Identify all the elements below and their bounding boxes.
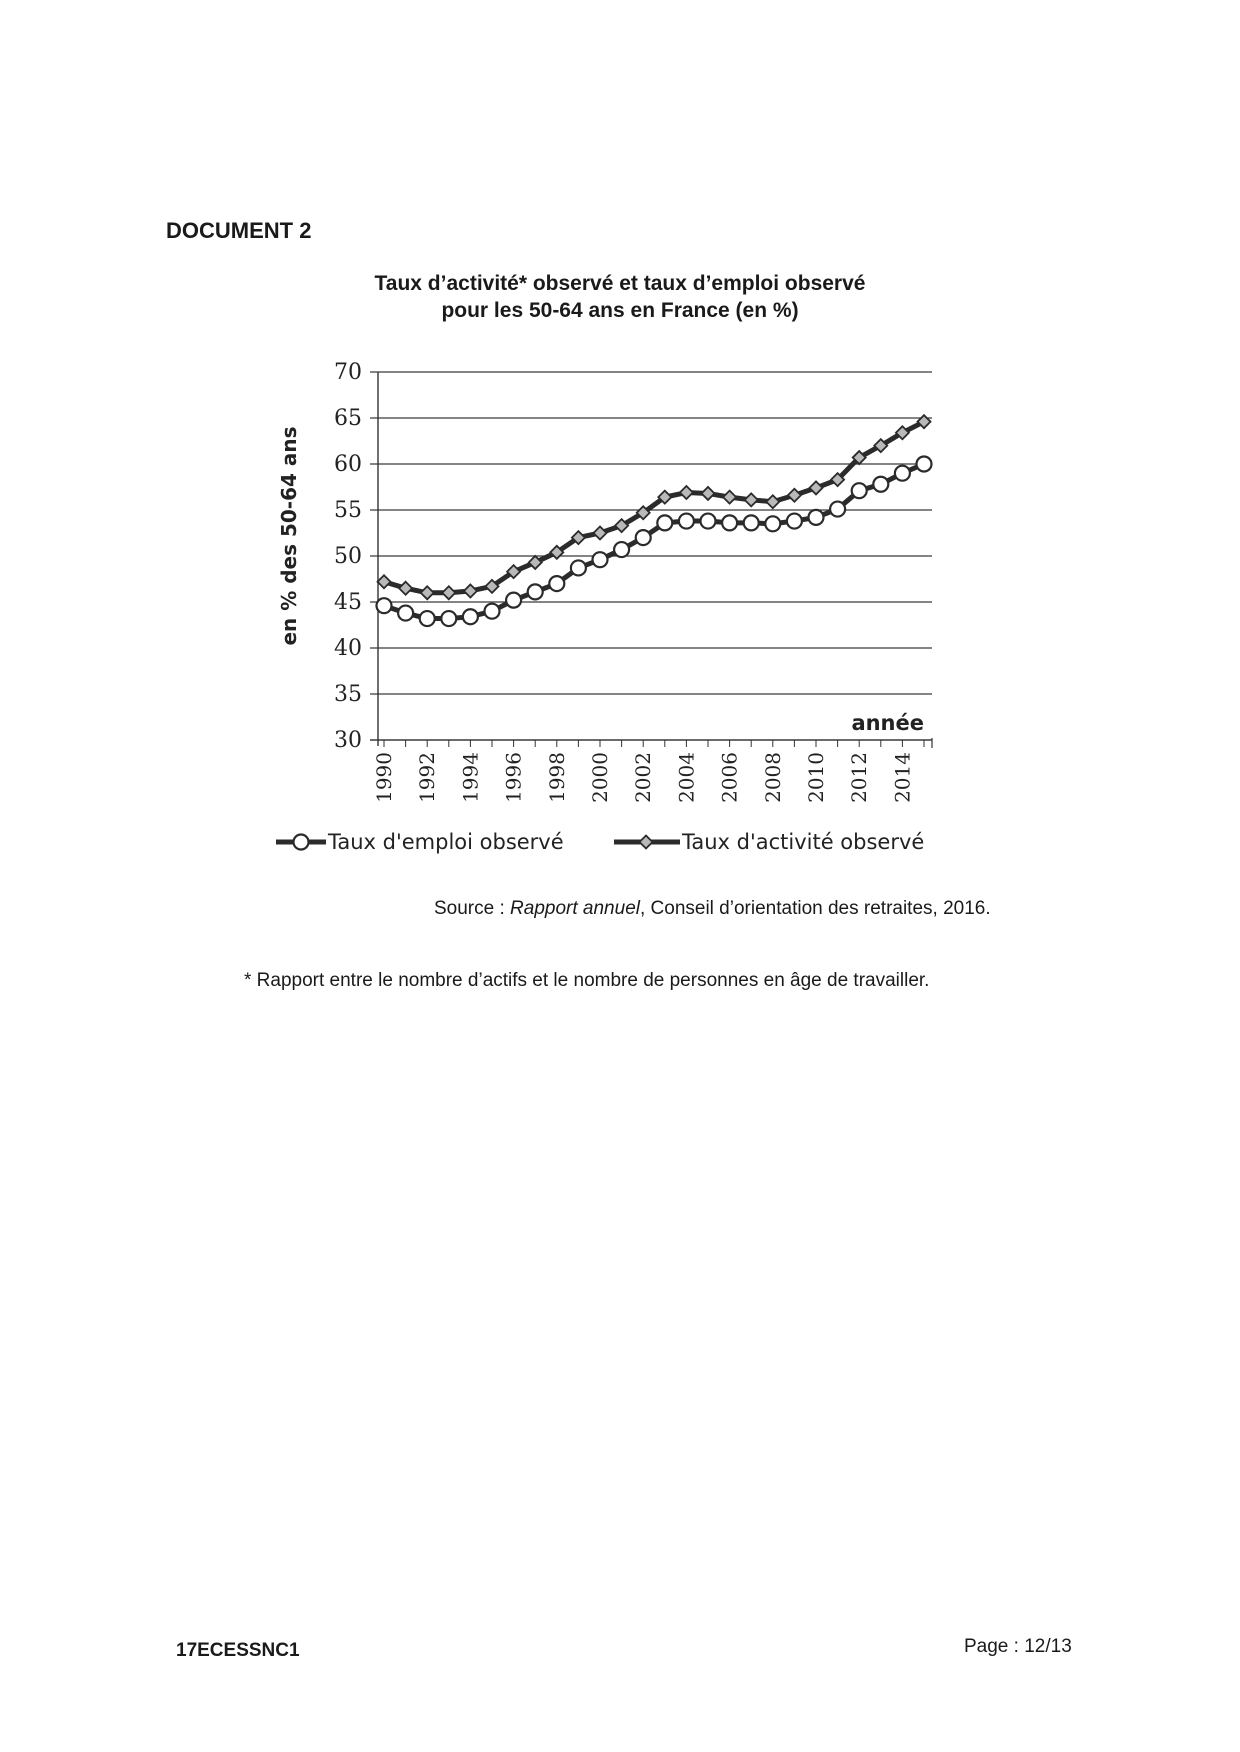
data-point-emploi bbox=[895, 466, 910, 481]
x-tick-label: 2006 bbox=[717, 752, 742, 803]
x-tick-label: 2008 bbox=[760, 752, 785, 803]
y-tick-label: 40 bbox=[334, 636, 362, 661]
x-tick-label: 2014 bbox=[890, 752, 915, 803]
source-note bbox=[434, 898, 991, 920]
y-tick-label: 65 bbox=[334, 406, 362, 431]
x-tick-label: 1996 bbox=[501, 752, 526, 803]
y-tick-label: 45 bbox=[334, 590, 362, 615]
x-tick-label: 1994 bbox=[458, 752, 483, 803]
y-tick-label: 70 bbox=[334, 360, 362, 385]
data-point-emploi bbox=[917, 457, 932, 472]
data-point-activite bbox=[766, 495, 779, 508]
data-point-activite bbox=[680, 486, 693, 499]
x-tick-label: 2002 bbox=[631, 752, 656, 803]
data-point-activite bbox=[723, 491, 736, 504]
data-point-emploi bbox=[377, 598, 392, 613]
data-point-emploi bbox=[701, 514, 716, 529]
data-point-activite bbox=[788, 489, 801, 502]
data-point-emploi bbox=[463, 609, 478, 624]
y-tick-label: 60 bbox=[334, 452, 362, 477]
legend-label-activite: Taux d'activité observé bbox=[682, 830, 925, 854]
data-point-activite bbox=[399, 582, 412, 595]
x-axis-label: année bbox=[851, 711, 924, 735]
data-point-emploi bbox=[593, 552, 608, 567]
chart-title-line-1: Taux d’activité* observé et taux d’emploi observé bbox=[374, 272, 866, 295]
chart-title bbox=[290, 270, 950, 324]
data-point-activite bbox=[464, 584, 477, 597]
data-point-emploi bbox=[787, 514, 802, 529]
y-tick-label: 35 bbox=[334, 682, 362, 707]
data-point-emploi bbox=[549, 576, 564, 591]
y-axis-label: en % des 50-64 ans bbox=[277, 426, 301, 646]
data-point-emploi bbox=[528, 584, 543, 599]
source-prefix: Source : bbox=[434, 898, 511, 919]
data-point-emploi bbox=[852, 483, 867, 498]
data-point-emploi bbox=[873, 477, 888, 492]
y-tick-label: 50 bbox=[334, 544, 362, 569]
footnote: * Rapport entre le nombre d’actifs et le nombre de personnes en âge de travailler. bbox=[244, 970, 930, 991]
data-point-activite bbox=[442, 586, 455, 599]
legend-label-emploi: Taux d'emploi observé bbox=[328, 830, 564, 854]
data-point-emploi bbox=[506, 593, 521, 608]
exam-code: 17ECESSNC1 bbox=[176, 1640, 300, 1661]
data-point-activite bbox=[421, 586, 434, 599]
y-tick-label: 55 bbox=[334, 498, 362, 523]
data-point-emploi bbox=[398, 606, 413, 621]
data-point-emploi bbox=[809, 510, 824, 525]
data-point-emploi bbox=[765, 516, 780, 531]
x-tick-label: 1998 bbox=[544, 752, 569, 803]
legend-marker-activite bbox=[640, 836, 653, 849]
data-point-emploi bbox=[830, 502, 845, 517]
data-point-activite bbox=[702, 487, 715, 500]
data-point-activite bbox=[810, 481, 823, 494]
data-point-emploi bbox=[744, 515, 759, 530]
x-tick-label: 2010 bbox=[804, 752, 828, 803]
x-tick-label: 2012 bbox=[847, 752, 872, 803]
chart-title-line-2: pour les 50-64 ans en France (en %) bbox=[441, 299, 799, 322]
data-point-emploi bbox=[420, 611, 435, 626]
y-tick-label: 30 bbox=[334, 728, 362, 753]
series-line-emploi bbox=[384, 464, 924, 619]
x-tick-label: 1992 bbox=[415, 752, 440, 803]
x-tick-label: 2004 bbox=[674, 752, 699, 803]
data-point-activite bbox=[378, 575, 391, 588]
data-point-emploi bbox=[441, 611, 456, 626]
data-point-emploi bbox=[614, 542, 629, 557]
document-label: DOCUMENT 2 bbox=[166, 218, 312, 243]
page-number: Page : 12/13 bbox=[964, 1636, 1072, 1657]
data-point-emploi bbox=[636, 530, 651, 545]
data-point-emploi bbox=[722, 515, 737, 530]
source-rest: , Conseil d’orientation des retraites, 2016. bbox=[639, 898, 991, 919]
source-title: Rapport annuel bbox=[510, 898, 640, 919]
data-point-emploi bbox=[485, 604, 500, 619]
data-point-emploi bbox=[571, 560, 586, 575]
data-point-activite bbox=[745, 493, 758, 506]
data-point-emploi bbox=[657, 515, 672, 530]
legend-marker-emploi bbox=[294, 835, 309, 850]
x-tick-label: 1990 bbox=[372, 752, 396, 803]
data-point-emploi bbox=[679, 514, 694, 529]
line-chart bbox=[260, 355, 960, 865]
data-point-activite bbox=[594, 527, 607, 540]
x-tick-label: 2000 bbox=[588, 752, 612, 803]
